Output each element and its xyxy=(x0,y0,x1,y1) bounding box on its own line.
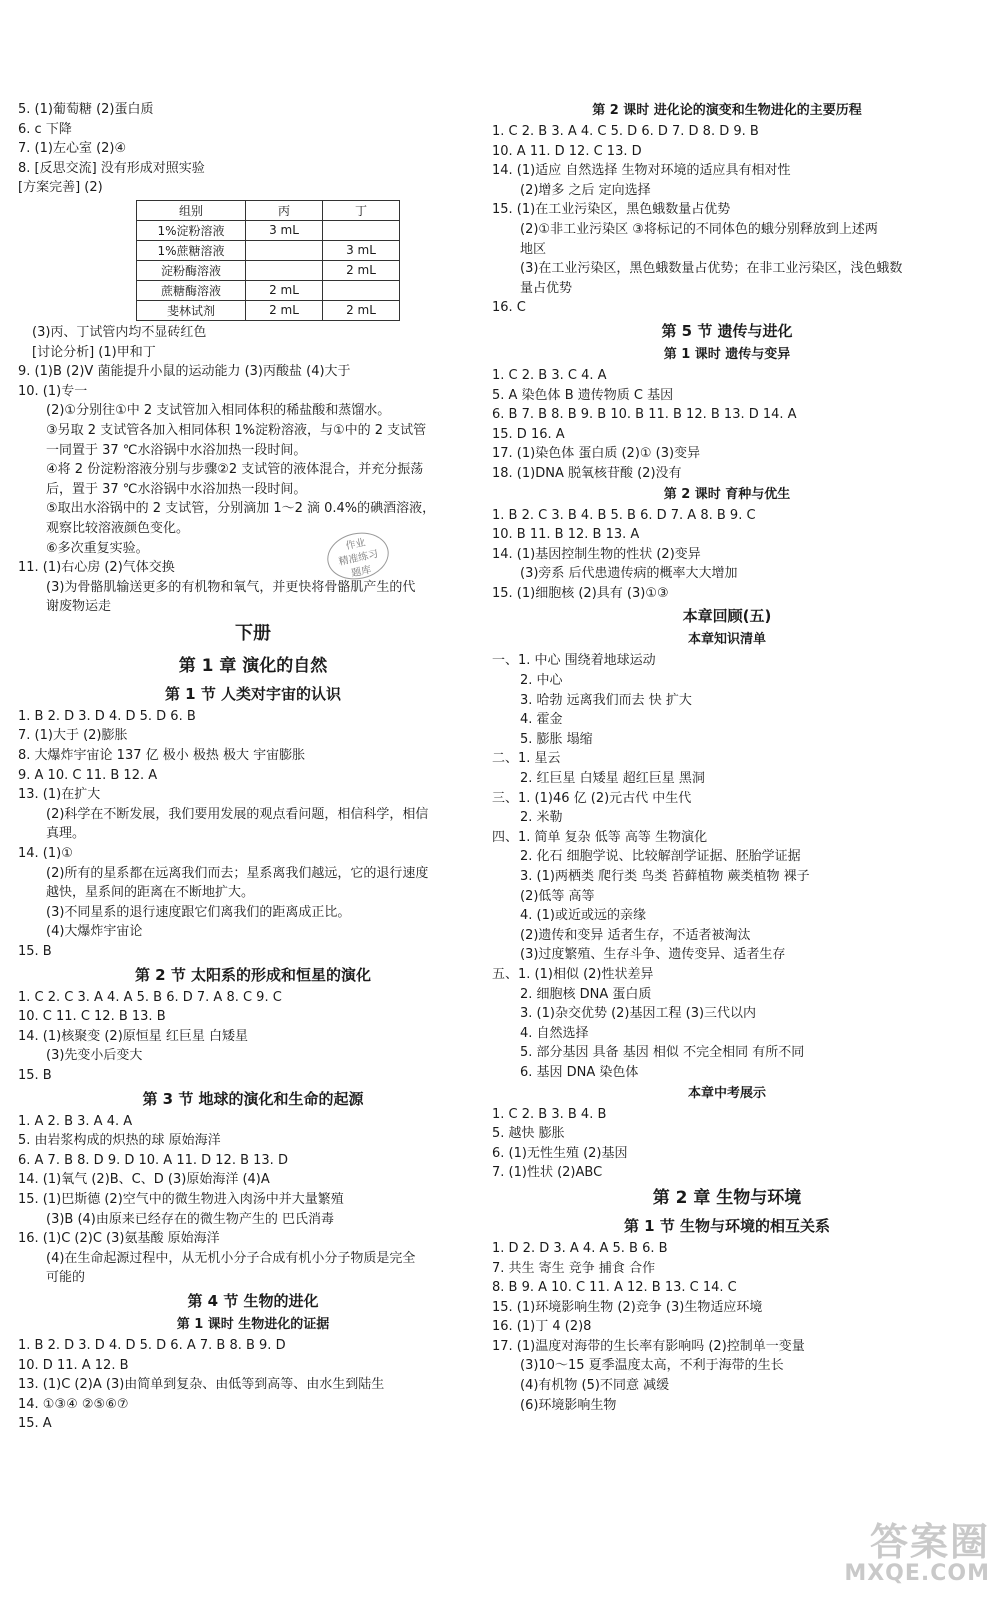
answer-line: 15. D 16. A xyxy=(492,426,565,442)
answer-line: 3. 哈勃 远离我们而去 快 扩大 xyxy=(520,692,692,708)
answer-line: 17. (1)温度对海带的生长率有影响吗 (2)控制单一变量 xyxy=(492,1338,805,1354)
answer-line: 10. A 11. D 12. C 13. D xyxy=(492,143,642,159)
answer-line: 15. (1)细胞核 (2)具有 (3)①③ xyxy=(492,585,669,601)
answer-line: 1. C 2. C 3. A 4. A 5. B 6. D 7. A 8. C 9. C xyxy=(18,989,282,1005)
answer-line: 2. 米勒 xyxy=(520,810,563,826)
answer-line: 观察比较溶液颜色变化。 xyxy=(46,520,190,536)
table-cell: 1%淀粉溶液 xyxy=(137,220,246,240)
answer-line: 1. D 2. D 3. A 4. A 5. B 6. B xyxy=(492,1240,668,1256)
answer-line: 8. [反思交流] 没有形成对照实验 xyxy=(18,160,205,176)
answer-line: 7. (1)性状 (2)ABC xyxy=(492,1165,603,1181)
answer-line: (3)10～15 夏季温度太高，不利于海带的生长 xyxy=(520,1358,784,1374)
answer-line: 5. 越快 膨胀 xyxy=(492,1126,565,1142)
stamp-text-1: 作业 xyxy=(344,537,367,553)
answer-line: 10. D 11. A 12. B xyxy=(18,1357,129,1373)
section-5-lesson-2-answers xyxy=(492,506,962,604)
answer-line: (2)①非工业污染区 ③将标记的不同体色的蛾分别释放到上述两 xyxy=(520,221,878,237)
answer-line: 11. (1)右心房 (2)气体交换 xyxy=(18,560,175,576)
answer-line: 13. (1)C (2)A (3)由简单到复杂、由低等到高等、由水生到陆生 xyxy=(18,1377,385,1393)
left-column xyxy=(18,100,488,1434)
exam-showcase-title: 本章中考展示 xyxy=(687,1085,766,1101)
table-cell xyxy=(323,280,400,300)
answer-line: (3)丙、丁试管内均不显砖红色 xyxy=(32,324,207,340)
answer-line: 1. B 2. C 3. B 4. B 5. B 6. D 7. A 8. B 9. C xyxy=(492,507,756,523)
table-cell: 组别 xyxy=(137,200,246,220)
answer-line: 10. (1)专一 xyxy=(18,383,88,399)
answer-line: 16. (1)C (2)C (3)氨基酸 原始海洋 xyxy=(18,1231,220,1247)
answer-line: 地区 xyxy=(520,241,547,257)
answer-line: 真理。 xyxy=(46,826,86,842)
section-3-answers xyxy=(18,1112,488,1288)
answer-line: ④将 2 份淀粉溶液分别与步骤②2 支试管的液体混合，并充分振荡 xyxy=(46,462,424,478)
answer-line: 14. (1)适应 自然选择 生物对环境的适应具有相对性 xyxy=(492,163,791,179)
answer-line: 2. 中心 xyxy=(520,673,563,689)
left-after-table-lines xyxy=(18,323,488,617)
answer-line: (3)不同星系的退行速度跟它们离我们的距离成正比。 xyxy=(46,904,351,920)
answer-line: 3. (1)两栖类 爬行类 鸟类 苔藓植物 蕨类植物 裸子 xyxy=(520,869,810,884)
answer-line: [讨论分析] (1)甲和丁 xyxy=(32,344,156,360)
answer-line: 谢废物运走 xyxy=(46,599,112,615)
answer-line: 1. C 2. B 3. A 4. C 5. D 6. D 7. D 8. D 9. B xyxy=(492,124,759,139)
answer-line: 16. C xyxy=(492,300,526,316)
answer-line: 6. c 下降 xyxy=(18,121,72,137)
answer-line: 10. C 11. C 12. B 13. B xyxy=(18,1009,166,1025)
section-5-lesson-1-answers xyxy=(492,366,962,484)
answer-line: 5. (1)葡萄糖 (2)蛋白质 xyxy=(18,102,154,117)
left-top-lines xyxy=(18,100,488,198)
answer-line: ③另取 2 支试管各加入相同体积 1%淀粉溶液，与①中的 2 支试管 xyxy=(46,422,427,438)
answer-line: 6. B 7. B 8. B 9. B 10. B 11. B 12. B 13. D 14. A xyxy=(492,407,797,423)
answer-line: 二、1. 星云 xyxy=(492,751,561,767)
chapter-1-title: 第 1 章 演化的自然 xyxy=(178,655,328,676)
watermark-url: MXQE.COM xyxy=(844,1561,990,1586)
answer-line: 14. (1)① xyxy=(18,846,73,862)
table-row xyxy=(137,280,400,300)
answer-line: 9. (1)B (2)V 菌能提升小鼠的运动能力 (3)丙酸盐 (4)大于 xyxy=(18,364,351,380)
answer-line: 18. (1)DNA 脱氧核苷酸 (2)没有 xyxy=(492,465,682,481)
stamp-text-3: 题库 xyxy=(350,564,373,580)
answer-line: 14. (1)核聚变 (2)原恒星 红巨星 白矮星 xyxy=(18,1028,249,1044)
answer-line: 15. (1)在工业污染区，黑色蛾数量占优势 xyxy=(492,202,731,218)
answer-line: 15. A xyxy=(18,1416,52,1432)
answer-line: 15. (1)巴斯德 (2)空气中的微生物进入肉汤中并大量繁殖 xyxy=(18,1191,344,1207)
section-2-answers xyxy=(18,988,488,1086)
answer-line: 1. B 2. D 3. D 4. D 5. D 6. A 7. B 8. B 9. D xyxy=(18,1337,286,1353)
stamp-text-2: 精准练习 xyxy=(337,548,380,568)
section-4-lesson-2-answers xyxy=(492,122,962,318)
answer-line: 五、1. (1)相似 (2)性状差异 xyxy=(492,966,654,982)
answer-line: 3. (1)杂交优势 (2)基因工程 (3)三代以内 xyxy=(520,1006,757,1022)
table-row xyxy=(137,260,400,280)
answer-line: 4. 霍金 xyxy=(520,712,563,728)
chapter-2-section-1-title: 第 1 节 生物与环境的相互关系 xyxy=(623,1216,831,1235)
book-title: 下册 xyxy=(235,622,271,644)
table-cell: 淀粉酶溶液 xyxy=(137,260,246,280)
answer-line: 6. (1)无性生殖 (2)基因 xyxy=(492,1145,628,1161)
table-cell: 2 mL xyxy=(323,260,400,280)
answer-line: 9. A 10. C 11. B 12. A xyxy=(18,767,158,783)
answer-line: (4)在生命起源过程中，从无机小分子合成有机小分子物质是完全 xyxy=(46,1250,416,1266)
section-2-title: 第 2 节 太阳系的形成和恒星的演化 xyxy=(134,965,372,984)
answer-line: 7. (1)大于 (2)膨胀 xyxy=(18,728,128,744)
section-5-lesson-1-title: 第 1 课时 遗传与变异 xyxy=(663,346,791,362)
answer-line: (2)增多 之后 定向选择 xyxy=(520,182,651,198)
answer-line: ⑤取出水浴锅中的 2 支试管，分别滴加 1～2 滴 0.4%的碘酒溶液， xyxy=(46,501,436,517)
table-cell: 丁 xyxy=(323,200,400,220)
answer-line: (2)低等 高等 xyxy=(520,888,595,904)
answer-line: 5. 部分基因 具备 基因 相似 不完全相同 有所不同 xyxy=(520,1045,805,1061)
table-cell: 蔗糖酶溶液 xyxy=(137,280,246,300)
answer-line: 14. (1)氧气 (2)B、C、D (3)原始海洋 (4)A xyxy=(18,1172,270,1188)
answer-line: (3)在工业污染区，黑色蛾数量占优势；在非工业污染区，浅色蛾数 xyxy=(520,261,903,277)
chapter-2-title: 第 2 章 生物与环境 xyxy=(652,1187,802,1208)
answer-line: (3)旁系 后代患遗传病的概率大大增加 xyxy=(520,566,738,582)
answer-line: 后，置于 37 ℃水浴锅中水浴加热一段时间。 xyxy=(46,481,307,497)
section-4-lesson-1-title: 第 1 课时 生物进化的证据 xyxy=(176,1316,330,1332)
answer-line: 8. B 9. A 10. C 11. A 12. B 13. C 14. C xyxy=(492,1280,737,1296)
section-1-answers xyxy=(18,707,488,962)
answer-line: (4)有机物 (5)不同意 减缓 xyxy=(520,1378,670,1394)
answer-line: 5. 膨胀 塌缩 xyxy=(520,731,593,747)
answer-line: 8. 大爆炸宇宙论 137 亿 极小 极热 极大 宇宙膨胀 xyxy=(18,748,306,764)
section-5-lesson-2-title: 第 2 课时 育种与优生 xyxy=(663,486,791,502)
experiment-table xyxy=(136,200,400,321)
answer-line: 一、1. 中心 围绕着地球运动 xyxy=(492,653,656,669)
table-cell xyxy=(246,260,323,280)
chapter-2-section-1-answers xyxy=(492,1239,962,1415)
table-cell xyxy=(323,220,400,240)
answer-line: 14. (1)基因控制生物的性状 (2)变异 xyxy=(492,546,701,562)
table-cell: 2 mL xyxy=(246,300,323,320)
section-4-lesson-2-title: 第 2 课时 进化论的演变和生物进化的主要历程 xyxy=(592,103,862,118)
table-row xyxy=(137,240,400,260)
right-column xyxy=(492,100,962,1415)
table-header-row xyxy=(137,200,400,220)
answer-line: 1. C 2. B 3. B 4. B xyxy=(492,1106,607,1122)
answer-line: 三、1. (1)46 亿 (2)元古代 中生代 xyxy=(492,790,692,806)
answer-line: 15. (1)环境影响生物 (2)竞争 (3)生物适应环境 xyxy=(492,1299,763,1315)
answer-line: 4. 自然选择 xyxy=(520,1025,589,1041)
answer-line: 越快，星系间的距离在不断地扩大。 xyxy=(46,885,255,901)
answer-line: 2. 红巨星 白矮星 超红巨星 黑洞 xyxy=(520,771,705,787)
watermark-logo: 答案圈 xyxy=(869,1520,990,1564)
answer-line: 4. (1)或近或远的亲缘 xyxy=(520,908,646,924)
answer-line: 5. A 染色体 B 遗传物质 C 基因 xyxy=(492,387,674,403)
table-cell: 2 mL xyxy=(323,300,400,320)
table-row xyxy=(137,220,400,240)
answer-line: 1. A 2. B 3. A 4. A xyxy=(18,1113,133,1129)
answer-line: (2)科学在不断发展，我们要用发展的观点看问题，相信科学，相信 xyxy=(46,806,429,822)
table-cell: 3 mL xyxy=(246,220,323,240)
answer-line: 6. A 7. B 8. D 9. D 10. A 11. D 12. B 13. D xyxy=(18,1152,288,1168)
answer-line: 15. B xyxy=(18,944,52,959)
answer-line: 6. 基因 DNA 染色体 xyxy=(520,1064,639,1080)
table-cell xyxy=(246,240,323,260)
section-1-title: 第 1 节 人类对宇宙的认识 xyxy=(164,684,342,703)
table-cell: 1%蔗糖溶液 xyxy=(137,240,246,260)
answer-line: 2. 细胞核 DNA 蛋白质 xyxy=(520,986,652,1002)
answer-line: 14. ①③④ ②⑤⑥⑦ xyxy=(18,1396,129,1412)
watermark xyxy=(844,1522,990,1586)
table-cell: 丙 xyxy=(246,200,323,220)
answer-line: 可能的 xyxy=(46,1270,86,1286)
section-5-title: 第 5 节 遗传与进化 xyxy=(661,321,793,340)
answer-line: 量占优势 xyxy=(520,280,573,296)
answer-line: (6)环境影响生物 xyxy=(520,1397,617,1413)
answer-line: (3)过度繁殖、生存斗争、遗传变异、适者生存 xyxy=(520,947,786,963)
answer-line: 四、1. 简单 复杂 低等 高等 生物演化 xyxy=(492,829,708,845)
answer-line: (3)先变小后变大 xyxy=(46,1048,143,1064)
answer-line: (3)为骨骼肌输送更多的有机物和氧气，并更快将骨骼肌产生的代 xyxy=(46,579,416,595)
answer-line: 2. 化石 细胞学说、比较解剖学证据、胚胎学证据 xyxy=(520,849,801,865)
knowledge-list xyxy=(492,651,962,1082)
knowledge-list-title: 本章知识清单 xyxy=(687,632,766,648)
chapter-review-title: 本章回顾(五) xyxy=(682,607,772,626)
answer-line: 1. C 2. B 3. C 4. A xyxy=(492,367,607,383)
answer-line: 1. B 2. D 3. D 4. D 5. D 6. B xyxy=(18,708,196,724)
answer-line: 10. B 11. B 12. B 13. A xyxy=(492,527,640,543)
answer-line: (2)①分别往①中 2 支试管加入相同体积的稀盐酸和蒸馏水。 xyxy=(46,403,391,419)
answer-line: (4)大爆炸宇宙论 xyxy=(46,924,143,940)
answer-line: ⑥多次重复实验。 xyxy=(46,540,149,556)
answer-line: 17. (1)染色体 蛋白质 (2)① (3)变异 xyxy=(492,446,701,462)
section-3-title: 第 3 节 地球的演化和生命的起源 xyxy=(142,1089,364,1108)
section-4-title: 第 4 节 生物的进化 xyxy=(187,1291,319,1310)
exam-showcase-answers xyxy=(492,1105,962,1183)
answer-line: [方案完善] (2) xyxy=(18,180,103,196)
answer-line: 7. 共生 寄生 竞争 捕食 合作 xyxy=(492,1260,656,1276)
answer-line: (3)B (4)由原来已经存在的微生物产生的 巴氏消毒 xyxy=(46,1211,335,1227)
answer-line: (2)所有的星系都在远离我们而去；星系离我们越远，它的退行速度 xyxy=(46,865,429,881)
answer-line: (2)遗传和变异 适者生存，不适者被淘汰 xyxy=(520,927,751,943)
answer-line: 16. (1)丁 4 (2)8 xyxy=(492,1319,592,1335)
table-cell: 2 mL xyxy=(246,280,323,300)
table-cell: 3 mL xyxy=(323,240,400,260)
answer-line: 15. B xyxy=(18,1067,52,1083)
answer-line: 13. (1)在扩大 xyxy=(18,787,101,803)
answer-line: 5. 由岩浆构成的炽热的球 原始海洋 xyxy=(18,1133,221,1149)
section-4-lesson-1-answers xyxy=(18,1336,488,1434)
table-row xyxy=(137,300,400,320)
answer-line: 7. (1)左心室 (2)④ xyxy=(18,141,127,157)
table-cell: 斐林试剂 xyxy=(137,300,246,320)
answer-line: 一同置于 37 ℃水浴锅中水浴加热一段时间。 xyxy=(46,442,307,458)
